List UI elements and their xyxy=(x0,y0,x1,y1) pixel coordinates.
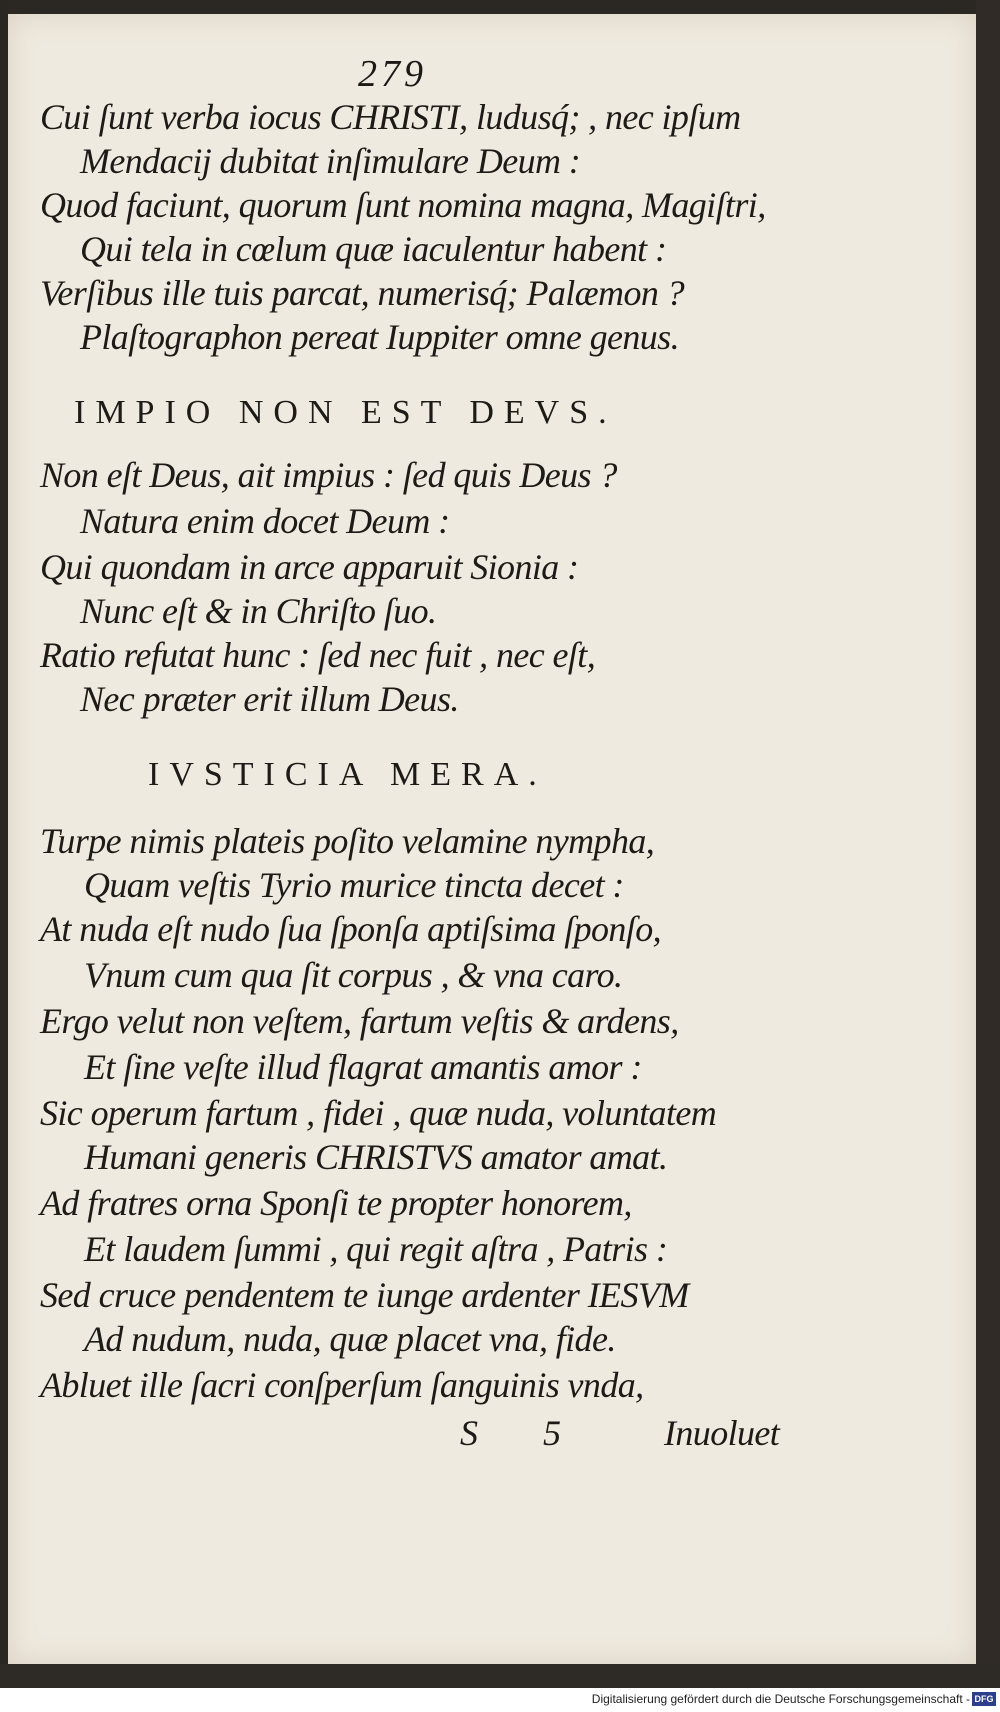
verse-line: Natura enim docet Deum : xyxy=(80,501,450,541)
verse-line: Humani generis CHRISTVS amator amat. xyxy=(84,1137,668,1177)
page-number: 279 xyxy=(358,53,427,95)
digitization-footer xyxy=(0,1688,1000,1712)
verse-line: Turpe nimis plateis poſito velamine nympha, xyxy=(40,821,655,861)
verse-line: Non eſt Deus, ait impius : ſed quis Deus ? xyxy=(40,455,617,495)
scan-border-right xyxy=(976,0,1000,1690)
scan-border-top xyxy=(0,0,1000,14)
signature-mark: S 5 xyxy=(460,1413,589,1453)
verse-line: Mendacij dubitat inſimulare Deum : xyxy=(80,141,581,181)
verse-line: Verſibus ille tuis parcat, numerisq́; Palæmon ? xyxy=(40,273,685,313)
verse-line: Ad nudum, nuda, quæ placet vna, fide. xyxy=(84,1319,616,1359)
scan-border-bottom xyxy=(0,1664,1000,1688)
verse-line: Et laudem ſummi , qui regit aſtra , Patris : xyxy=(84,1229,668,1269)
verse-line: Et ſine veſte illud flagrat amantis amor : xyxy=(84,1047,642,1087)
verse-line: Quod faciunt, quorum ſunt nomina magna, Magiſtri, xyxy=(40,185,766,225)
book-page xyxy=(8,14,976,1664)
catchword: Inuoluet xyxy=(664,1413,780,1453)
verse-line: Vnum cum qua ſit corpus , & vna caro. xyxy=(84,955,623,995)
verse-line: Ratio refutat hunc : ſed nec fuit , nec eſt, xyxy=(40,635,596,675)
verse-line: Cui ſunt verba iocus CHRISTI, ludusq́; , nec ipſum xyxy=(40,97,741,137)
scan-border-left xyxy=(0,0,8,1712)
verse-line: Quam veſtis Tyrio murice tincta decet : xyxy=(84,865,624,905)
verse-line: Nec præter erit illum Deus. xyxy=(80,679,459,719)
verse-line: Plaſtographon pereat Iuppiter omne genus. xyxy=(80,317,679,357)
verse-line: At nuda eſt nudo ſua ſponſa aptiſsima ſponſo, xyxy=(40,909,662,949)
verse-line: Sed cruce pendentem te iunge ardenter IESVM xyxy=(40,1275,689,1315)
verse-line: Qui quondam in arce apparuit Sionia : xyxy=(40,547,579,587)
verse-line: Qui tela in cœlum quæ iaculentur habent : xyxy=(80,229,667,269)
section-heading: IMPIO NON EST DEVS. xyxy=(74,394,617,431)
section-heading: IVSTICIA MERA. xyxy=(148,756,547,793)
verse-line: Abluet ille ſacri conſperſum ſanguinis vnda, xyxy=(40,1365,644,1405)
verse-line: Ergo velut non veſtem, fartum veſtis & ardens, xyxy=(40,1001,679,1041)
verse-line: Ad fratres orna Sponſi te propter honorem, xyxy=(40,1183,632,1223)
verse-line: Sic operum fartum , fidei , quæ nuda, voluntatem xyxy=(40,1093,717,1133)
verse-line: Nunc eſt & in Chriſto ſuo. xyxy=(80,591,437,631)
footer-credit: Digitalisierung gefördert durch die Deutsche Forschungsgemeinschaft - xyxy=(591,1692,970,1706)
dfg-logo-icon: DFG xyxy=(972,1692,996,1706)
